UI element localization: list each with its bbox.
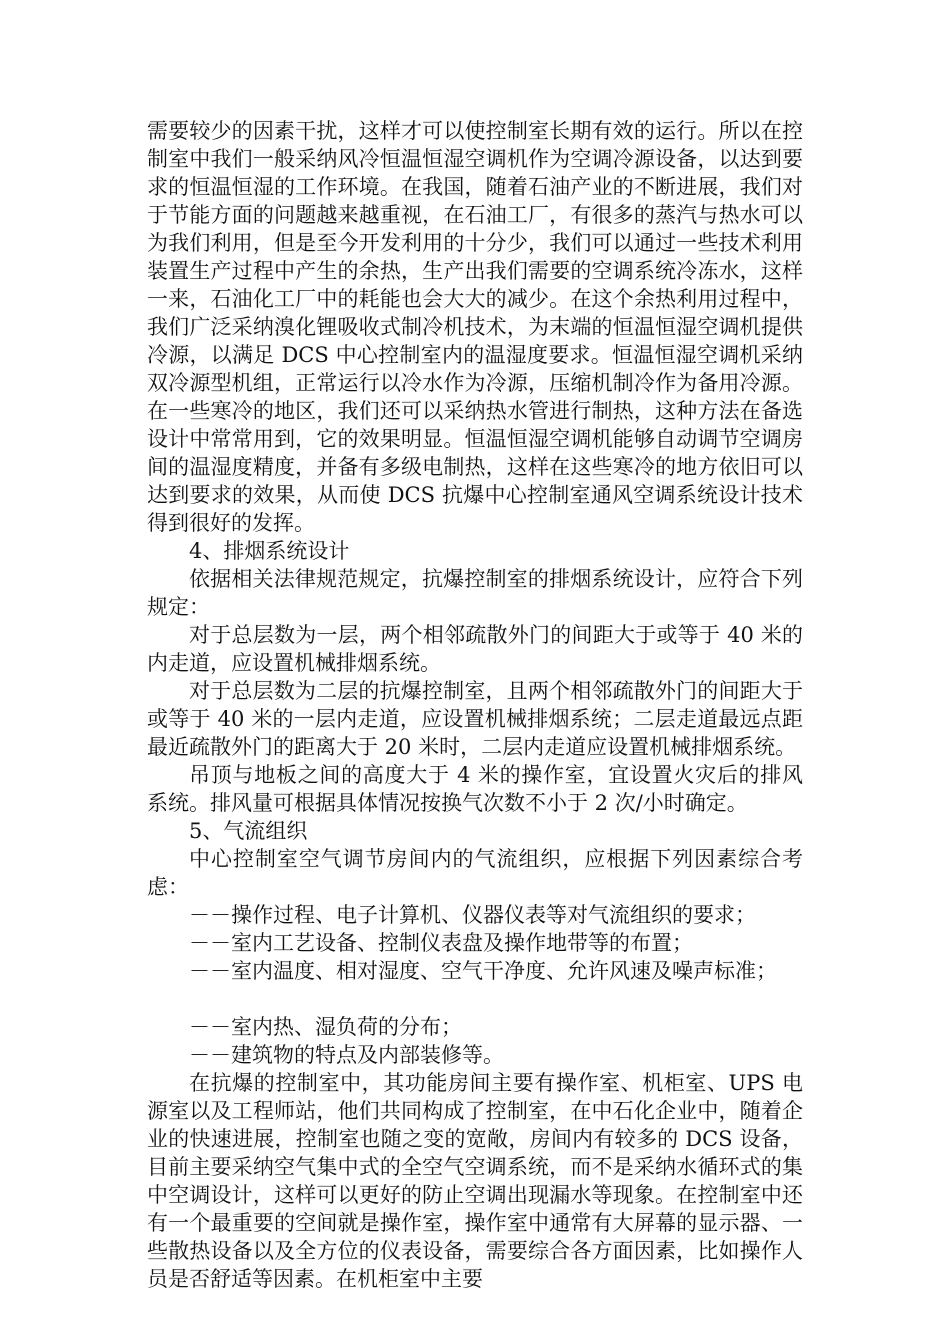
list-item-equipment-layout: －－室内工艺设备、控制仪表盘及操作地带等的布置； xyxy=(189,931,693,955)
list-item-indoor-standards: －－室内温度、相对湿度、空气干净度、允许风速及噪声标准； xyxy=(189,959,777,983)
section-heading-smoke-exhaust: 4、排烟系统设计 xyxy=(189,539,350,563)
blank-line xyxy=(147,985,803,1013)
list-item-heat-load: －－室内热、湿负荷的分布； xyxy=(189,1015,462,1039)
list-item-process-requirements: －－操作过程、电子计算机、仪器仪表等对气流组织的要求； xyxy=(189,903,756,927)
document-body xyxy=(147,117,803,1293)
paragraph-smoke-regulations: 依据相关法律规范规定，抗爆控制室的排烟系统设计，应符合下列规定： xyxy=(147,567,803,619)
list-item-building-features: －－建筑物的特点及内部装修等。 xyxy=(189,1043,504,1067)
paragraph-ceiling-height: 吊顶与地板之间的高度大于 4 米的操作室，宜设置火灾后的排风系统。排风量可根据具体情况按换气次数不小于 2 次/小时确定。 xyxy=(147,763,803,815)
paragraph-intro: 需要较少的因素干扰，这样才可以使控制室长期有效的运行。所以在控制室中我们一般采纳风冷恒温恒湿空调机作为空调冷源设备，以达到要求的恒温恒湿的工作环境。在我国，随着石油产业的不断进展，我们对于节能方面的问题越来越重视，在石油工厂，有很多的蒸汽与热水可以为我们利用，但是至今开发利用的十分少，我们可以通过一些技术利用装置生产过程中产生的余热，生产出我们需要的空调系统冷冻水，这样一来，石油化工厂中的耗能也会大大的减少。在这个余热利用过程中，我们广泛采纳溴化锂吸收式制冷机技术，为末端的恒温恒湿空调机提供冷源，以满足 DCS 中心控制室内的温湿度要求。恒温恒湿空调机采纳双冷源型机组，正常运行以冷水作为冷源，压缩机制冷作为备用冷源。在一些寒冷的地区，我们还可以采纳热水管进行制热，这种方法在备选设计中常常用到，它的效果明显。恒温恒湿空调机能够自动调节空调房间的温湿度精度，并备有多级电制热，这样在这些寒冷的地方依旧可以达到要求的效果，从而使 DCS 抗爆中心控制室通风空调系统设计技术得到很好的发挥。 xyxy=(147,119,803,535)
paragraph-single-storey: 对于总层数为一层，两个相邻疏散外门的间距大于或等于 40 米的内走道，应设置机械排烟系统。 xyxy=(147,623,803,675)
paragraph-two-storey: 对于总层数为二层的抗爆控制室，且两个相邻疏散外门的间距大于或等于 40 米的一层内走道，应设置机械排烟系统；二层走道最远点距最近疏散外门的距离大于 20 米时，二层内走道应设置机械排烟系统。 xyxy=(147,679,803,759)
section-heading-airflow: 5、气流组织 xyxy=(189,819,308,843)
paragraph-control-room-functions: 在抗爆的控制室中，其功能房间主要有操作室、机柜室、UPS 电源室以及工程师站，他们共同构成了控制室，在中石化企业中，随着企业的快速进展，控制室也随之变的宽敞，房间内有较多的 DCS 设备，目前主要采纳空气集中式的全空气空调系统，而不是采纳水循环式的集中空调设计，这样可以更好的防止空调出现漏水等现象。在控制室中还有一个最重要的空间就是操作室，操作室中通常有大屏幕的显示器、一些散热设备以及全方位的仪表设备，需要综合各方面因素，比如操作人员是否舒适等因素。在机柜室中主要 xyxy=(147,1071,803,1291)
paragraph-airflow-factors: 中心控制室空气调节房间内的气流组织，应根据下列因素综合考虑： xyxy=(147,847,803,899)
